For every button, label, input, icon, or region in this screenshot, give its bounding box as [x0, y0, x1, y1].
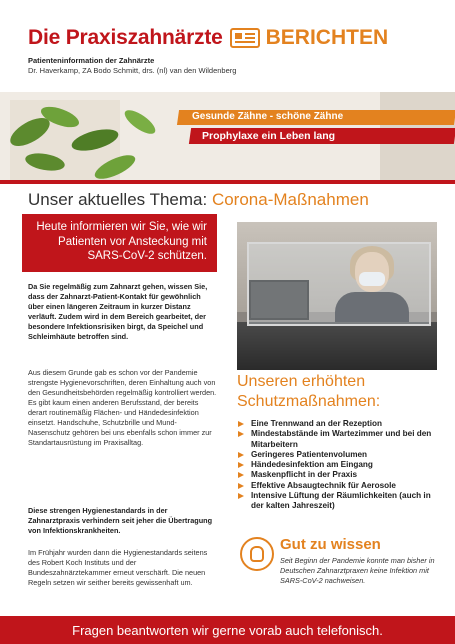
paragraph-4: Im Frühjahr wurden dann die Hygienestandards seitens des Robert Koch Instituts und der Bundeszahnärztekammer erneut verschärft. Die neuen Regeln setzen wir seither bereits gewissenhaft um. — [28, 548, 208, 587]
title-accent: BERICHTEN — [265, 26, 389, 49]
doctors-line: Dr. Haverkamp, ZA Bodo Schmitt, drs. (nl) van den Wildenberg — [28, 66, 237, 75]
slogan-2: Prophylaxe ein Leben lang — [202, 130, 336, 142]
footer-bar — [0, 616, 455, 644]
list-item: Mindestabstände im Wartezimmer und bei den Mitarbeitern — [237, 429, 437, 450]
good-to-know-title: Gut zu wissen — [280, 536, 381, 553]
good-to-know-text: Seit Beginn der Pandemie konnte man bisher in Deutschen Zahnarztpraxen keine Infektion mit SARS-CoV-2 nachweisen. — [280, 556, 435, 585]
footer-text: Fragen beantworten wir gerne vorab auch telefonisch. — [72, 623, 383, 638]
slogan-1: Gesunde Zähne - schöne Zähne — [192, 111, 344, 122]
tooth-icon — [240, 537, 274, 571]
bullet-arrow-icon — [238, 421, 244, 427]
protection-title: Unseren erhöhten Schutzmaßnahmen: — [237, 373, 381, 410]
list-item: Eine Trennwand an der Rezeption — [237, 419, 437, 429]
paragraph-3: Diese strengen Hygienestandards in der Zahnarztpraxis verhindern seit jeher die Übertragung von Infektionskrankheiten. — [28, 506, 213, 535]
bullet-arrow-icon — [238, 472, 244, 478]
list-item: Geringeres Patientenvolumen — [237, 450, 437, 460]
reception-photo — [237, 222, 437, 370]
bullet-arrow-icon — [238, 462, 244, 468]
header — [0, 0, 455, 92]
section-title — [28, 190, 369, 210]
list-item: Intensive Lüftung der Räumlichkeiten (auch in der kalten Jahreszeit) — [237, 491, 437, 512]
bullet-arrow-icon — [238, 493, 244, 499]
section-title-accent: Corona-Maßnahmen — [211, 190, 369, 209]
bullet-arrow-icon — [238, 452, 244, 458]
divider-line — [0, 180, 455, 184]
title-row — [28, 26, 388, 50]
intro-box — [22, 214, 217, 272]
bullet-arrow-icon — [238, 431, 244, 437]
paragraph-1: Da Sie regelmäßig zum Zahnarzt gehen, wissen Sie, dass der Zahnarzt-Patient-Kontakt für gewöhnlich über einen längeren Zeitraum in kurzer Distanz verläuft. Zudem wird in dem Bereich gearbeitet, der besondere Infektionsrisiken birgt, da Speichel und Schleimhäute betroffen sind. — [28, 282, 208, 341]
bullet-arrow-icon — [238, 483, 244, 489]
title-main: Die Praxiszahnärzte — [28, 26, 223, 49]
list-item: Maskenpflicht in der Praxis — [237, 470, 437, 480]
list-item: Effektive Absaugtechnik für Aerosole — [237, 481, 437, 491]
subtitle: Patienteninformation der Zahnärzte — [28, 56, 155, 65]
newspaper-icon — [230, 28, 260, 48]
section-title-prefix: Unser aktuelles Thema: — [28, 190, 212, 209]
paragraph-2: Aus diesem Grunde gab es schon vor der Pandemie strengste Hygienevorschriften, deren Einhaltung auch von den Gesundheitsbehörden regelmäßig kontrolliert werden. Es gibt kaum einen anderen Berufsstand, der bereits derart routinemäßig Flächen- und Händedesinfektion einsetzt. Handschuhe, Schutzbrille und Mund-Nasenschutz gehören bei uns ebenfalls schon immer zur Standartausrüstung im Praxisalltag. — [28, 368, 217, 447]
intro-text: Heute informieren wir Sie, wie wir Patienten vor Ansteckung mit SARS-CoV-2 schützen. — [36, 221, 207, 262]
list-item: Händedesinfektion am Eingang — [237, 460, 437, 470]
protection-list — [237, 419, 437, 512]
